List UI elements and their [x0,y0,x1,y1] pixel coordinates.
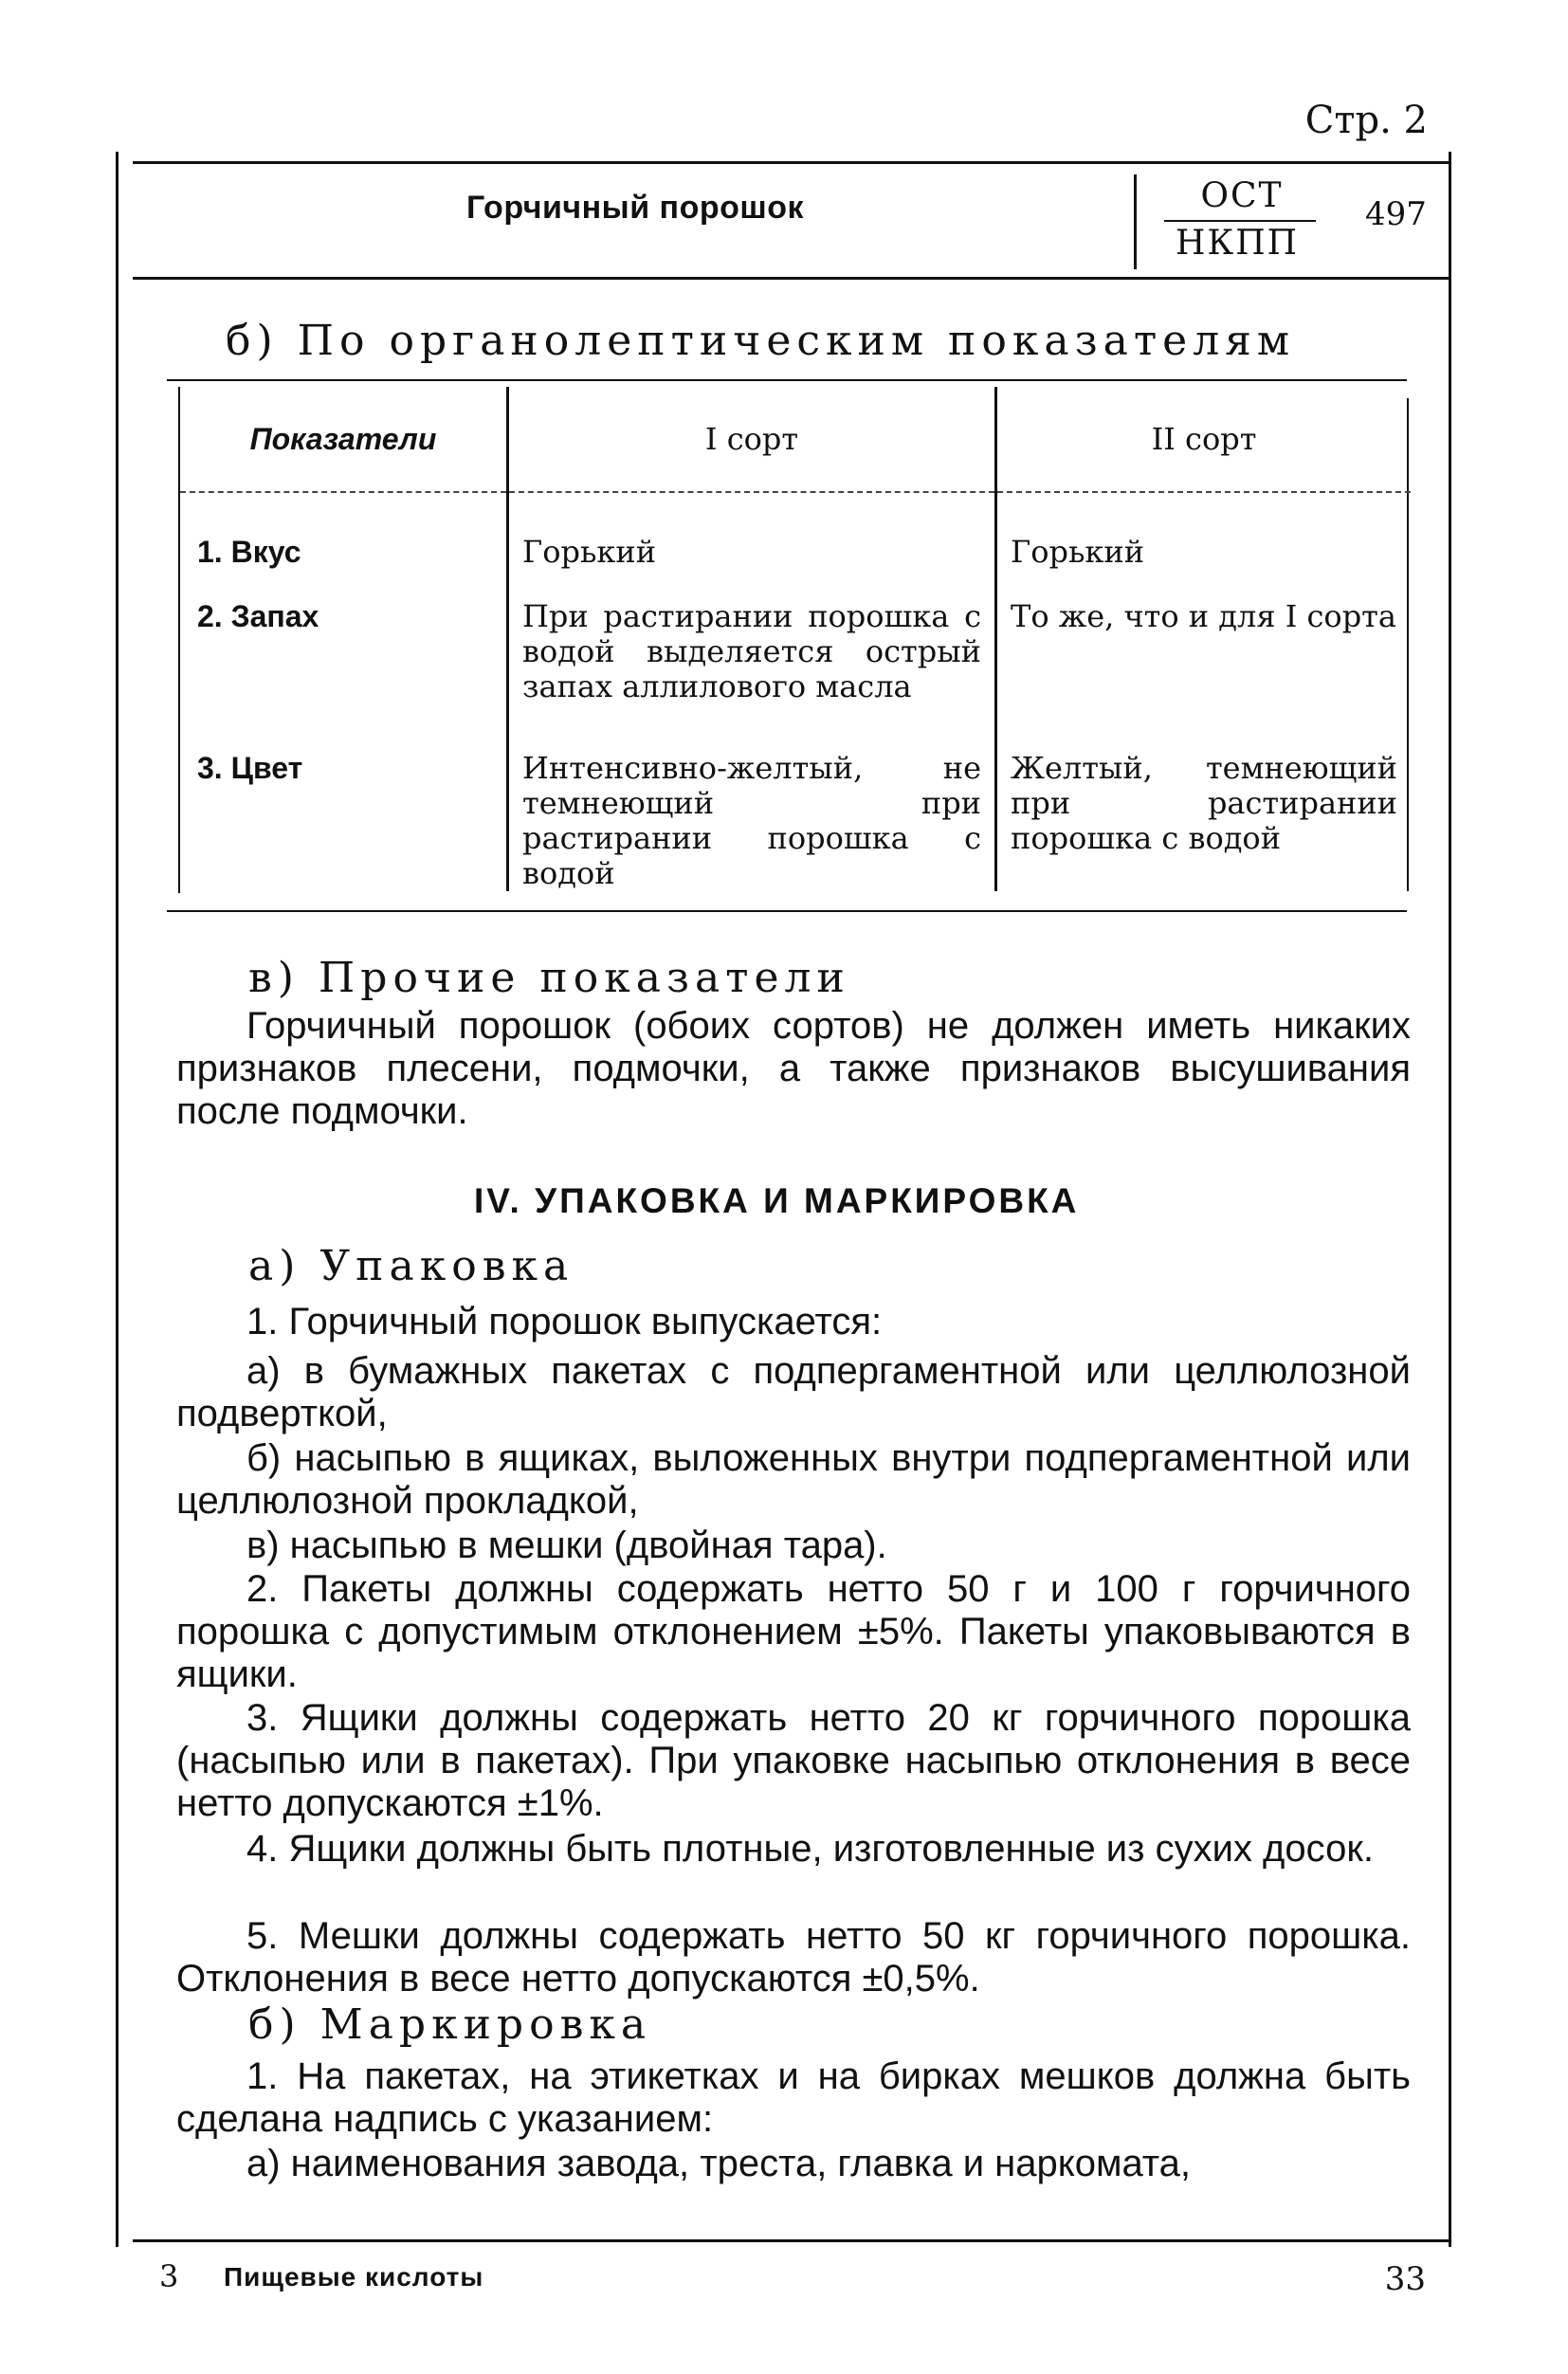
marking-heading: б) Маркировка [248,2000,652,2049]
column-header-grade-2: II сорт [996,387,1412,492]
table-row [180,573,1411,722]
page-left-border [116,152,119,2247]
section-title: IV. УПАКОВКА И МАРКИРОВКА [474,1181,1080,1220]
header-divider [1134,174,1137,269]
grade-2-cell: Горький [1011,534,1145,570]
page-number: 33 [1384,2260,1426,2298]
grade-1-cell: Интенсивно-желтый, не темнеющий при растирании порошка с водой [508,722,996,891]
column-header-indicators: Показатели [180,387,508,492]
packing-item-1a: а) в бумажных пакетах с подпергаментной или целлюлозной подверткой, [176,1350,1411,1434]
indicator-cell: 2. Запах [180,573,508,722]
packing-item-4: 4. Ящики должны быть плотные, изготовленные из сухих досок. [246,1828,1374,1870]
header-top-rule [133,161,1449,164]
page-right-border [1449,152,1451,2247]
packing-item-1: 1. Горчичный порошок выпускается: [246,1301,883,1342]
marking-item-1a: а) наименования завода, треста, главка и наркомата, [246,2143,1192,2184]
document-title: Горчичный порошок [465,190,805,226]
ost-fraction-bar [1164,220,1316,222]
other-indicators-heading: в) Прочие показатели [248,954,850,1002]
ost-number: 497 [1365,195,1427,233]
footer-rule [133,2239,1449,2242]
indicator-cell: 1. Вкус [180,492,508,573]
grade-2-cell: То же, что и для I сорта [1011,598,1396,634]
packing-item-1c: в) насыпью в мешки (двойная тара). [246,1525,887,1566]
grade-1-cell: При растирании порошка с водой выделяется острый запах аллилового масла [508,573,996,722]
table-header-row [180,387,1411,492]
ost-label: ОСТ [1200,176,1284,215]
packing-item-2: 2. Пакеты должны содержать нетто 50 г и 100 г горчичного порошка с допустимым отклонением ±5%. Пакеты упаковываются в ящики. [176,1568,1411,1695]
page-label: Стр. 2 [1304,99,1428,142]
marking-item-1: 1. На пакетах, на этикетках и на бирках мешков должна быть сделана надпись с указанием: [176,2055,1411,2140]
column-header-grade-1: I сорт [508,387,996,492]
packing-heading: а) Упаковка [248,1242,574,1290]
organoleptic-heading: б) По органолептическим показателям [226,317,1296,365]
other-indicators-text: Горчичный порошок (обоих сортов) не должен иметь никаких признаков плесени, подмочки, а также признаков высушивания после подмочки. [176,1005,1411,1132]
grade-2-cell: Желтый, темнеющий при растирании порошка с водой [1011,750,1397,856]
table-bottom-rule [167,910,1407,912]
table-top-rule [167,379,1407,381]
table-row [180,492,1411,573]
packing-item-1b: б) насыпью в ящиках, выложенных внутри подпергаментной или целлюлозной прокладкой, [176,1437,1411,1522]
packing-item-5: 5. Мешки должны содержать нетто 50 кг горчичного порошка. Отклонения в весе нетто допускаются ±0,5%. [176,1915,1411,2000]
indicator-cell: 3. Цвет [180,722,508,891]
header-bottom-rule [133,277,1449,280]
packing-item-3: 3. Ящики должны содержать нетто 20 кг горчичного порошка (насыпью или в пакетах). При упаковке насыпью отклонения в весе нетто допускаются ±1%. [176,1697,1411,1824]
organoleptic-table [180,387,1411,891]
grade-1-cell: Горький [508,492,996,573]
footer-signature: 3 [159,2258,179,2294]
nkpp-label: НКПП [1176,224,1300,263]
table-row [180,722,1411,891]
footer-text: Пищевые кислоты [224,2262,484,2292]
